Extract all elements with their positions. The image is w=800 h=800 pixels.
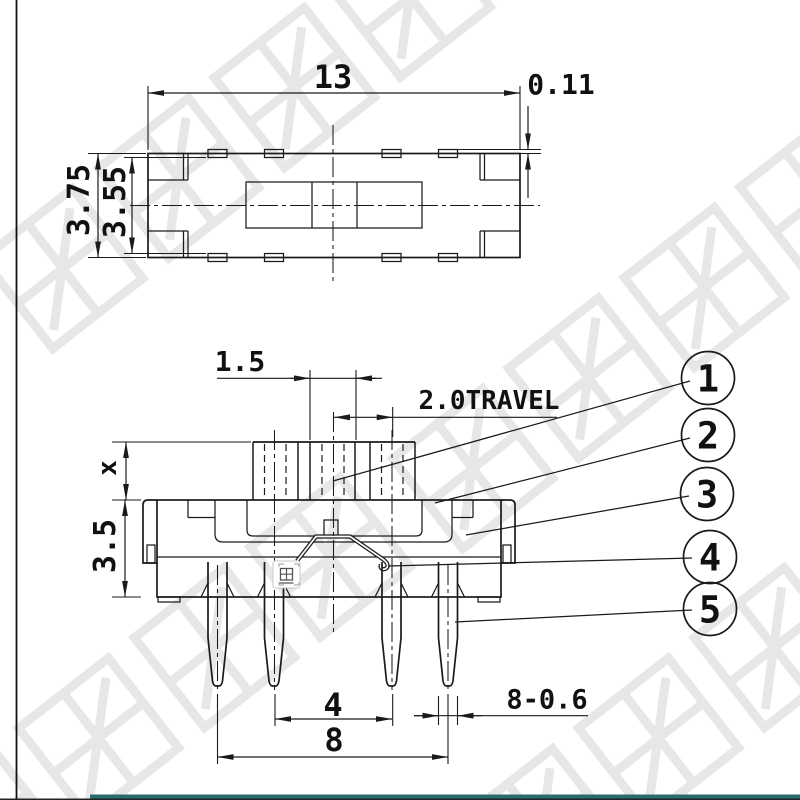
dim-pin-width: 8-0.6 (506, 684, 588, 716)
callout-number-3: 3 (695, 473, 719, 517)
top-view (130, 125, 540, 283)
dim-pin-span: 8 (324, 721, 344, 759)
dim-inner-height: 3.55 (98, 165, 133, 239)
dim-top-width: 13 (313, 58, 353, 96)
dim-edge-offset: 0.11 (527, 68, 595, 101)
dim-pin-pitch: 4 (323, 686, 343, 724)
dim-body-height: 3.5 (88, 518, 123, 574)
callout-number-5: 5 (698, 588, 722, 632)
bottom-accent-bar (90, 795, 800, 799)
stamp-logo (273, 561, 300, 588)
callout-number-2: 2 (696, 414, 720, 458)
dim-knob-width: 1.5 (214, 345, 266, 378)
dim-knob-height: x (93, 460, 123, 476)
callout-number-1: 1 (696, 357, 720, 401)
callout-number-4: 4 (698, 536, 722, 580)
dim-travel: 2.0TRAVEL (418, 386, 560, 416)
dim-outer-height: 3.75 (62, 163, 97, 237)
